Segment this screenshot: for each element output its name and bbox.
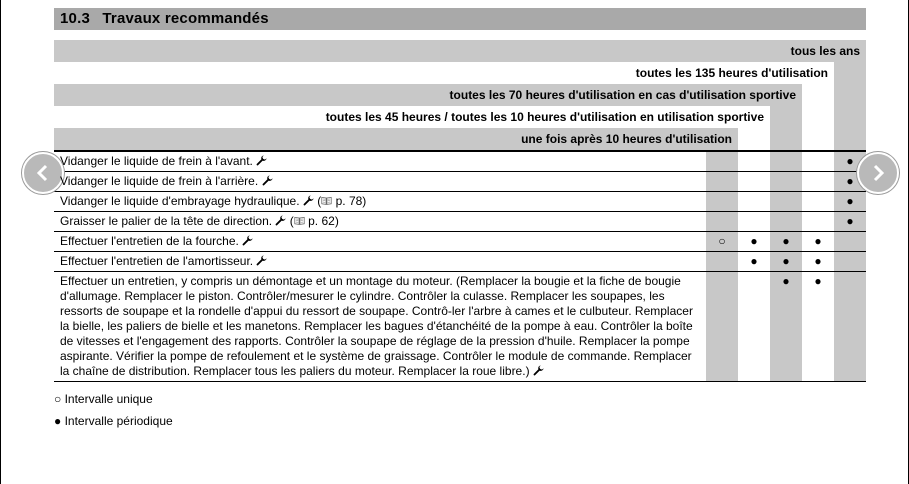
periodic-interval-mark: ●	[814, 234, 822, 248]
interval-cell	[802, 252, 834, 271]
interval-label: tous les ans	[54, 40, 866, 62]
column-stripe	[802, 128, 834, 150]
interval-cell	[802, 212, 834, 231]
interval-cell	[706, 152, 738, 171]
task-label: Effectuer l'entretien de la fourche.	[60, 234, 239, 248]
interval-cells	[704, 232, 866, 251]
section-header	[54, 8, 866, 30]
interval-cell	[770, 172, 802, 191]
table-row	[54, 172, 866, 192]
task-text	[54, 272, 704, 381]
wrench-icon	[242, 235, 253, 246]
interval-cell	[706, 212, 738, 231]
periodic-interval-mark: ●	[846, 214, 854, 228]
interval-cell	[834, 232, 866, 251]
interval-cell	[770, 192, 802, 211]
column-stripe	[834, 84, 866, 106]
periodic-interval-mark: ●	[750, 254, 758, 268]
interval-cells	[704, 152, 866, 171]
task-label: Graisser le palier de la tête de direction.	[60, 214, 273, 228]
column-stripe	[802, 84, 834, 106]
task-label: Effectuer l'entretien de l'amortisseur.	[60, 254, 254, 268]
interval-label: toutes les 70 heures d'utilisation en cas d'utilisation sportive	[54, 84, 802, 106]
page-reference-text: p. 62)	[304, 214, 339, 228]
book-icon	[294, 215, 305, 226]
chevron-left-icon	[33, 163, 53, 183]
interval-header-row	[54, 128, 866, 150]
book-icon	[321, 195, 332, 206]
column-stripe	[738, 128, 770, 150]
wrench-icon	[262, 175, 273, 186]
interval-cells	[704, 192, 866, 211]
legend-item	[54, 410, 173, 432]
table-row	[54, 252, 866, 272]
periodic-interval-mark: ●	[846, 154, 854, 168]
periodic-interval-mark: ●	[750, 234, 758, 248]
page-border-left	[0, 0, 1, 484]
interval-cell	[834, 192, 866, 211]
wrench-icon	[275, 215, 286, 226]
interval-cell	[706, 232, 738, 251]
table-row	[54, 212, 866, 232]
interval-cell	[738, 272, 770, 381]
column-stripe	[834, 106, 866, 128]
column-stripe	[802, 106, 834, 128]
periodic-interval-mark: ●	[782, 234, 790, 248]
task-label: Vidanger le liquide de frein à l'avant.	[60, 154, 253, 168]
periodic-interval-mark: ●	[814, 274, 822, 288]
wrench-icon	[256, 255, 267, 266]
interval-cell	[770, 152, 802, 171]
task-text	[54, 172, 704, 191]
task-label: Vidanger le liquide d'embrayage hydraulique.	[60, 194, 300, 208]
section-number: 10.3	[60, 10, 90, 27]
legend-symbol: ○	[54, 392, 62, 406]
periodic-interval-mark: ●	[782, 274, 790, 288]
interval-cell	[738, 172, 770, 191]
periodic-interval-mark: ●	[846, 174, 854, 188]
interval-header-row	[54, 84, 866, 106]
interval-header-row	[54, 106, 866, 128]
column-stripe	[834, 62, 866, 84]
periodic-interval-mark: ●	[782, 254, 790, 268]
interval-header-row	[54, 40, 866, 62]
legend-label: Intervalle unique	[64, 392, 153, 406]
column-stripe	[770, 106, 802, 128]
table-row	[54, 152, 866, 172]
table-row	[54, 192, 866, 212]
task-text	[54, 192, 704, 211]
interval-header-row	[54, 62, 866, 84]
interval-cell	[834, 252, 866, 271]
task-label: Vidanger le liquide de frein à l'arrière.	[60, 174, 259, 188]
interval-cell	[802, 192, 834, 211]
table-row	[54, 232, 866, 252]
legend-label: Intervalle périodique	[64, 414, 173, 428]
interval-cell	[802, 172, 834, 191]
task-text	[54, 232, 704, 251]
interval-cell	[770, 252, 802, 271]
interval-cell	[706, 252, 738, 271]
interval-cell	[706, 172, 738, 191]
interval-cell	[802, 152, 834, 171]
interval-cells	[704, 272, 866, 381]
task-label: Effectuer un entretien, y compris un démontage et un montage du moteur. (Remplacer la bougie et la fiche de bougie d'allumage. Remplacer le piston. Contrôler/mesurer le cylindre. Contrôler la culasse. Remplacer les soupapes, les ressorts de soupape et la rondelle d'appui du ressort de soupape. Contrô-ler l'arbre à cames et le culbuteur. Remplacer la bielle, les paliers de bielle et les manetons. Remplacer les bagues d'étanchéité de la pompe à eau. Contrôler la boîte de vitesses et l'engagement des rapports. Contrôler la soupape de réglage de la pression d'huile. Remplacer la pompe aspirante. Vérifier la pompe de refoulement et le système de graissage. Contrôler le module de commande. Remplacer la chaîne de distribution. Remplacer tous les paliers du moteur. Remplacer la roue libre.)	[60, 274, 693, 378]
interval-header	[54, 40, 866, 150]
interval-cell	[770, 272, 802, 381]
chevron-right-icon	[868, 163, 888, 183]
interval-cell	[802, 232, 834, 251]
interval-cells	[704, 252, 866, 271]
section-title: Travaux recommandés	[102, 10, 269, 27]
interval-cell	[834, 272, 866, 381]
interval-cell	[770, 212, 802, 231]
task-text	[54, 152, 704, 171]
wrench-icon	[533, 365, 544, 376]
interval-cells	[704, 172, 866, 191]
task-text	[54, 252, 704, 271]
page-reference[interactable]: ( p. 78)	[313, 194, 367, 208]
interval-cell	[706, 272, 738, 381]
interval-cell	[738, 232, 770, 251]
interval-cell	[738, 252, 770, 271]
task-text	[54, 212, 704, 231]
legend-symbol: ●	[54, 414, 62, 428]
wrench-icon	[303, 195, 314, 206]
interval-label: toutes les 45 heures / toutes les 10 heures d'utilisation en utilisation sportive	[54, 106, 770, 128]
task-rows	[54, 150, 866, 382]
single-interval-mark: ○	[718, 234, 726, 248]
interval-cell	[834, 212, 866, 231]
interval-cell	[738, 192, 770, 211]
interval-cells	[704, 212, 866, 231]
interval-cell	[770, 232, 802, 251]
periodic-interval-mark: ●	[814, 254, 822, 268]
interval-cell	[738, 152, 770, 171]
interval-cell	[738, 212, 770, 231]
wrench-icon	[256, 155, 267, 166]
interval-cell	[802, 272, 834, 381]
table-row	[54, 272, 866, 382]
maintenance-table	[54, 40, 866, 382]
periodic-interval-mark: ●	[846, 194, 854, 208]
page-reference-text: p. 78)	[332, 194, 367, 208]
column-stripe	[770, 128, 802, 150]
interval-label: toutes les 135 heures d'utilisation	[54, 62, 834, 84]
column-stripe	[834, 128, 866, 150]
page-reference[interactable]: ( p. 62)	[286, 214, 339, 228]
legend-item	[54, 388, 173, 410]
interval-label: une fois après 10 heures d'utilisation	[54, 128, 738, 150]
next-page-button[interactable]	[857, 152, 899, 194]
interval-cell	[706, 192, 738, 211]
legend	[54, 388, 173, 432]
